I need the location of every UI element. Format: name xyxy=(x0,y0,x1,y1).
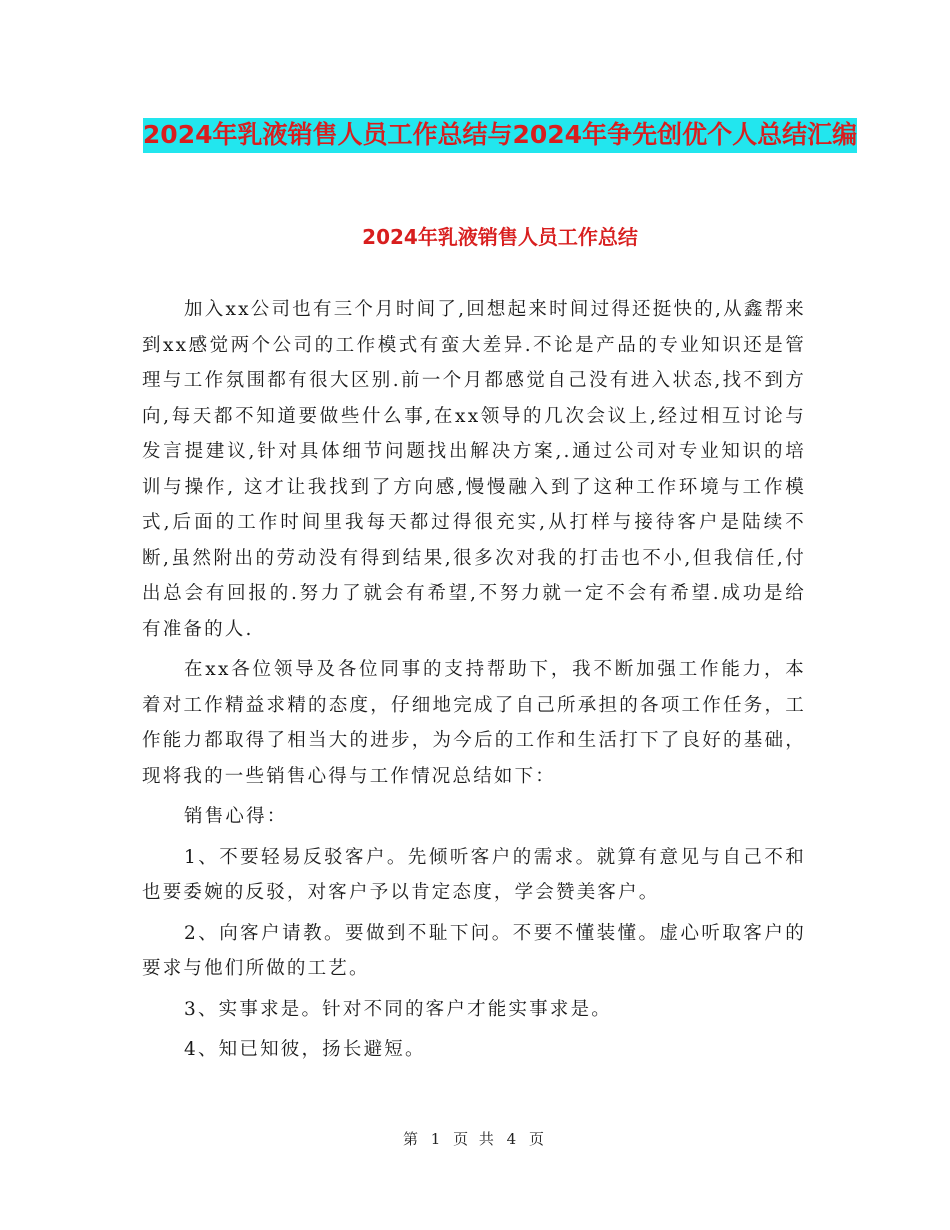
page-footer xyxy=(0,1128,950,1149)
footer-prefix: 第 xyxy=(402,1130,421,1148)
footer-page-number: 1 xyxy=(430,1130,444,1148)
document-title xyxy=(140,112,860,158)
paragraph: 在xx各位领导及各位同事的支持帮助下，我不断加强工作能力，本着对工作精益求精的态度，仔细地完成了自己所承担的各项工作任务，工作能力都取得了相当大的进步，为今后的工作和生活打下了良好的基础，现将我的一些销售心得与工作情况总结如下： xyxy=(142,659,806,787)
paragraph: 3、实事求是。针对不同的客户才能实事求是。 xyxy=(184,998,612,1020)
paragraph: 2、向客户请教。要做到不耻下问。不要不懂装懂。虚心听取客户的要求与他们所做的工艺。 xyxy=(142,922,806,979)
paragraph: 1、不要轻易反驳客户。先倾听客户的需求。就算有意见与自己不和也要委婉的反驳，对客户予以肯定态度，学会赞美客户。 xyxy=(142,846,806,903)
paragraph: 销售心得： xyxy=(184,806,288,827)
paragraph: 加入xx公司也有三个月时间了,回想起来时间过得还挺快的,从鑫帮来到xx感觉两个公司的工作模式有蛮大差异.不论是产品的专业知识还是管理与工作氛围都有很大区别.前一个月都感觉自己没有进入状态,找不到方向,每天都不知道要做些什么事,在xx领导的几次会议上,经过相互讨论与发言提建议,针对具体细节问题找出解决方案,.通过公司对专业知识的培训与操作, 这才让我找到了方向感,慢慢融入到了这种工作环境与工作模式,后面的工作时间里我每天都过得很充实,从打样与接待客户是陆续不断,虽然附出的劳动没有得到结果,很多次对我的打击也不小,但我信任,付出总会有回报的.努力了就会有希望,不努力就一定不会有希望.成功是给有准备的人. xyxy=(142,299,806,640)
document-body xyxy=(142,292,806,1068)
footer-suffix: 页 xyxy=(529,1130,548,1148)
footer-total-pages: 4 xyxy=(506,1130,520,1148)
paragraph: 4、知已知彼，扬长避短。 xyxy=(184,1039,426,1060)
section-title: 2024年乳液销售人员工作总结 xyxy=(362,225,638,249)
document-title-text: 2024年乳液销售人员工作总结与2024年争先创优个人总结汇编 xyxy=(143,118,857,153)
footer-middle: 页 共 xyxy=(453,1130,497,1148)
